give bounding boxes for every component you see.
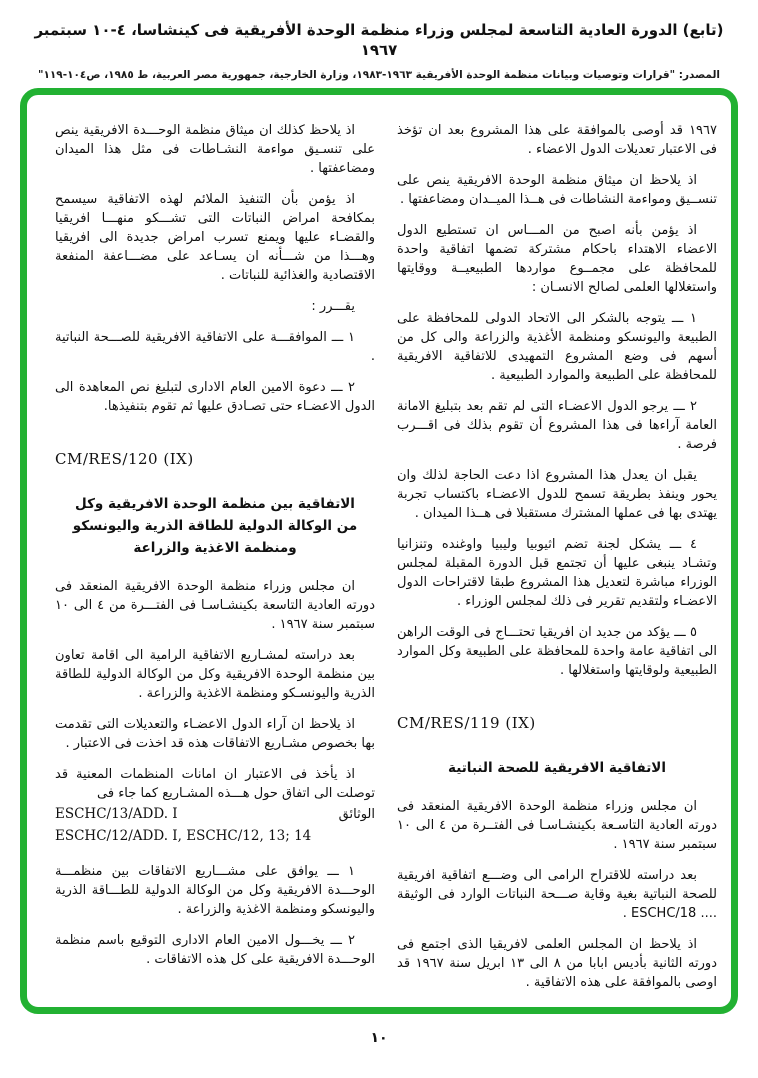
body-paragraph: اذ يلاحظ ان المجلس العلمى لافريقيا الذى اجتمع فى دورته الثانية بأديس ابابا من ٨ الى ١٣ ابريل سنة ١٩٦٧ قد اوصى بالموافقة على هذه الاتفاقية . (397, 937, 717, 990)
body-paragraph: اذ يؤمن بأن التنفيذ الملائم لهذه الاتفاقية سيسمح بمكافحة امراض النباتات التى تشـــكو منهـــا افريقيا والقضـاء عليها ويمنع تسرب امراض جديدة الى افريقيا وهـــذا من شـــأنه ان يسـاعد على مضـــاعفة المنفعة الاقتصادية والغذائية للنباتات . (55, 192, 375, 283)
source-line: المصدر: "قرارات وتوصيات وبيانات منظمة الوحدة الأفريقية ١٩٦٣-١٩٨٣، وزارة الخارجية، جمهورية مصر العربية، ط ١٩٨٥، ص١٠٤-١١٩" (38, 69, 720, 81)
body-paragraph: ان مجلس وزراء منظمة الوحدة الافريقية المنعقد فى دورته العادية التاسعة بكينشـاسـا فى الفتـــرة من ٤ الى ١٠ سبتمبر سنة ١٩٦٧ . (55, 579, 375, 632)
body-paragraph: اذ يلاحظ ان آراء الدول الاعضـاء والتعديلات التى تقدمت بها بخصوص مشـاريع الاتفاقات هذه قد اخذت فى الاعتبار . (55, 717, 375, 751)
body-paragraph: اذ يلاحظ ان ميثاق منظمة الوحدة الافريقية ينص على تنســيق ومواءمة النشاطات فى هــذا الميــدان ومضاعفتها . (397, 173, 717, 207)
body-paragraph: بعد دراسته لمشـاريع الاتفاقية الرامية الى اقامة تعاون بين منظمة الوحدة الافريقية وكل من الوكالة الدولية للطاقة الذرية واليونسـكو ومنظمة الاغذية والزراعة . (55, 648, 375, 701)
body-paragraph: ٢ ـــ يرجو الدول الاعضـاء التى لم تقم بعد بتبليغ الامانة العامة آراءها فى هذا المشروع أن تقوم بذلك فى اقـــرب فرصة . (397, 399, 717, 452)
body-paragraph: ١ ـــ يوافق على مشـــاريع الاتفاقات بين منظمـــة الوحـــدة الافريقية وكل من الوكالة الدولية للطـــاقة الذرية واليونسكو ومنظمة الاغذية والزراعة . (55, 864, 375, 917)
body-paragraph: ٤ ـــ يشكل لجنة تضم اثيوبيا وليبيا واوغنده وتنزانيا وتشـاد ينبغى عليها أن تجتمع قبل الدورة المقبلة لمجلس الوزراء مباشرة لتعديل هذا المشروع طبقا لاقتراحات الدول الاعضـاء ولتقديم تقرير فى ذلك لمجلس الوزراء . (397, 537, 717, 609)
body-paragraph: ١ ـــ الموافقـــة على الاتفاقية الافريقية للصـــحة النباتية . (55, 330, 375, 364)
body-paragraph: ٢ ـــ يخـــول الامين العام الادارى التوقيع باسم منظمة الوحـــدة الافريقية على كل هذه الاتفاقات . (55, 933, 375, 967)
section-heading-agreements: الاتفاقية بين منظمة الوحدة الافريقية وكل من الوكالة الدولية للطاقة الذرية واليونسكو ومنظمة الاغذية والزراعة (72, 496, 358, 556)
document-reference-arabic: الوثائق (338, 807, 375, 822)
body-paragraph: اذ يؤمن بأنه اصبح من المـــاس ان تستطيع الدول الاعضاء الاهتداء باحكام مشتركة تضمها اتفاقية واحدة للمحافظة على مجمــوع مواردها الطبيعيــة ووقايتها واستغلالها العلمى لصالح الانسـان : (397, 223, 717, 295)
column-left (55, 121, 375, 989)
page-title: (تابع) الدورة العادية التاسعة لمجلس وزراء منظمة الوحدة الأفريقية فى كينشاسا، ٤-١٠ سبتمبر ١٩٦٧ (34, 21, 724, 59)
decree-label: يقـــرر : (311, 299, 355, 314)
document-reference-code: ESCHC/13/ADD. I (55, 806, 178, 822)
resolution-number-119: CM/RES/119 (IX) (397, 714, 536, 732)
document-reference-line (55, 805, 375, 824)
body-paragraph: يقبل ان يعدل هذا المشروع اذا دعت الحاجة لذلك وان يحور وينفذ بطريقة تسمح للدول الاعضـاء باكتساب تجربة يهتدى بها فى عملها المشترك مستقبلا فى هــذا الميدان . (397, 468, 717, 521)
document-reference-codes: ESCHC/12/ADD. I, ESCHC/12, 13; 14 (55, 828, 312, 844)
body-paragraph: ١ ـــ يتوجه بالشكر الى الاتحاد الدولى للمحافظة على الطبيعة واليونسكو ومنظمة الأغذية والزراعة والى كل من أسهم فى وضع المشروع التمهيدى للاتفاقية الافريقية للمحافظة على الطبيعة والموارد الطبيعية . (397, 311, 717, 383)
two-column-layout (27, 95, 731, 1007)
page-number: ١٠ (370, 1030, 388, 1046)
body-paragraph: ان مجلس وزراء منظمة الوحدة الافريقية المنعقد فى دورته العادية التاسـعة بكينشـاسـا فى الفتــرة من ٤ الى ١٠ سبتمبر سنة ١٩٦٧ . (397, 799, 717, 852)
section-heading-plant-health: الاتفاقية الافريقية للصحة النباتية (448, 760, 666, 776)
content-frame (20, 88, 738, 1014)
column-right (397, 121, 717, 989)
body-paragraph: ٥ ـــ يؤكد من جديد ان افريقيا تحتـــاج فى الوقت الراهن الى اتفاقية عامة واحدة للمحافظة على الطبيعة وكل الموارد الطبيعية ولوقايتها واستغلالها . (397, 625, 717, 678)
resolution-number-120: CM/RES/120 (IX) (55, 450, 194, 468)
body-paragraph: ٢ ـــ دعوة الامين العام الادارى لتبليغ نص المعاهدة الى الدول الاعضـاء حتى تصـادق عليها ثم تقوم بتنفيذها. (55, 380, 375, 414)
page-header (0, 0, 758, 81)
body-paragraph: اذ يلاحظ كذلك ان ميثاق منظمة الوحـــدة الافريقية ينص على تنسـيق مواءمة النشـاطات فى مثل هذا الميدان ومضاعفتها . (55, 123, 375, 176)
body-paragraph: ١٩٦٧ قد أوصى بالموافقة على هذا المشروع بعد ان تؤخذ فى الاعتبار تعديلات الدول الاعضاء . (397, 123, 717, 157)
body-paragraph: اذ يأخذ فى الاعتبار ان امانات المنظمات المعنية قد توصلت الى اتفاق حول هـــذه المشـاريع كما جاء فى (55, 767, 375, 801)
body-paragraph: بعد دراسته للاقتراح الرامى الى وضـــع اتفاقية افريقية للصحة النباتية بغية وقاية صـــحة النباتات الوارد فى الوثيقة .... ESCHC/18 . (397, 868, 717, 921)
